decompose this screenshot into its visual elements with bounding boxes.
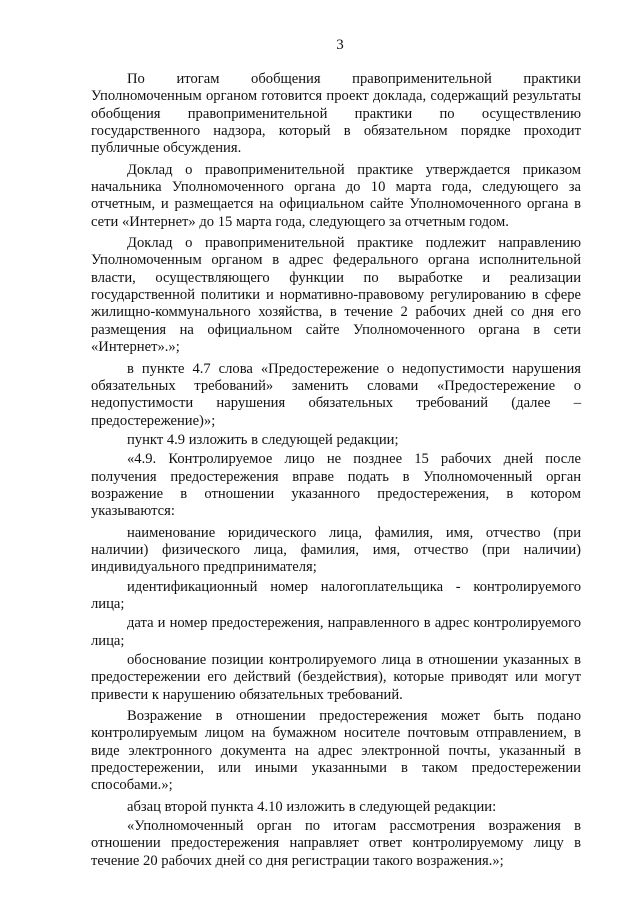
paragraph-item-4-9: «4.9. Контролируемое лицо не позднее 15 рабочих дней после получения предостережения вправе подать в Уполномоченный орган возражение в отношении указанного предостережения, в котором указываются: — [91, 451, 581, 520]
paragraph-report-submission: Доклад о правоприменительной практике подлежит направлению Уполномоченным органом в адрес федерального органа исполнительной власти, осуществляющего функции по выработке и реализации государственной политики и нормативно-правовому регулированию в сфере жилищно-коммунального хозяйства, в течение 2 рабочих дней со дня его размещения на официальном сайте Уполномоченного органа в сети «Интернет».»; — [91, 235, 581, 356]
paragraph-item-4-9-intro: пункт 4.9 изложить в следующей редакции; — [127, 431, 399, 448]
paragraph-item-4-7: в пункте 4.7 слова «Предостережение о недопустимости нарушения обязательных требований» заменить словами «Предостережение о недопустимости нарушения обязательных требований (далее – предостережение)»; — [91, 360, 581, 429]
list-item-name: наименование юридического лица, фамилия, имя, отчество (при наличии) физического лица, фамилия, имя, отчество (при наличии) индивидуального предпринимателя; — [91, 524, 581, 576]
list-item-justification: обоснование позиции контролируемого лица в отношении указанных в предостережении его действий (бездействия), которые приводят или могут привести к нарушению обязательных требований. — [91, 652, 581, 703]
paragraph-objection-submission: Возражение в отношении предостережения может быть подано контролируемым лицом на бумажном носителе почтовым отправлением, в виде электронного документа на адрес электронной почты, указанный в предостережении, или иными указанными в таком предостережении способами.»; — [91, 708, 581, 794]
list-item-date-number: дата и номер предостережения, направленного в адрес контролируемого лица; — [91, 615, 581, 649]
paragraph-item-4-10: «Уполномоченный орган по итогам рассмотрения возражения в отношении предостережения направляет ответ контролируемому лицу в течение 20 рабочих дней со дня регистрации такого возражения.»; — [91, 818, 581, 869]
document-page — [91, 36, 581, 874]
paragraph-item-4-10-intro: абзац второй пункта 4.10 изложить в следующей редакции: — [127, 798, 497, 815]
paragraph-report-approval: Доклад о правоприменительной практике утверждается приказом начальника Уполномоченного органа до 10 марта года, следующего за отчетным, и размещается на официальном сайте Уполномоченного органа в сети «Интернет» до 15 марта года, следующего за отчетным годом. — [91, 161, 581, 230]
list-item-inn: идентификационный номер налогоплательщика - контролируемого лица; — [91, 578, 581, 612]
paragraph-summary-report: По итогам обобщения правоприменительной практики Уполномоченным органом готовится проект доклада, содержащий результаты обобщения правоприменительной практики по осуществлению государственного надзора, который в обязательном порядке проходит публичные обсуждения. — [91, 71, 581, 157]
page-number: 3 — [336, 37, 344, 53]
